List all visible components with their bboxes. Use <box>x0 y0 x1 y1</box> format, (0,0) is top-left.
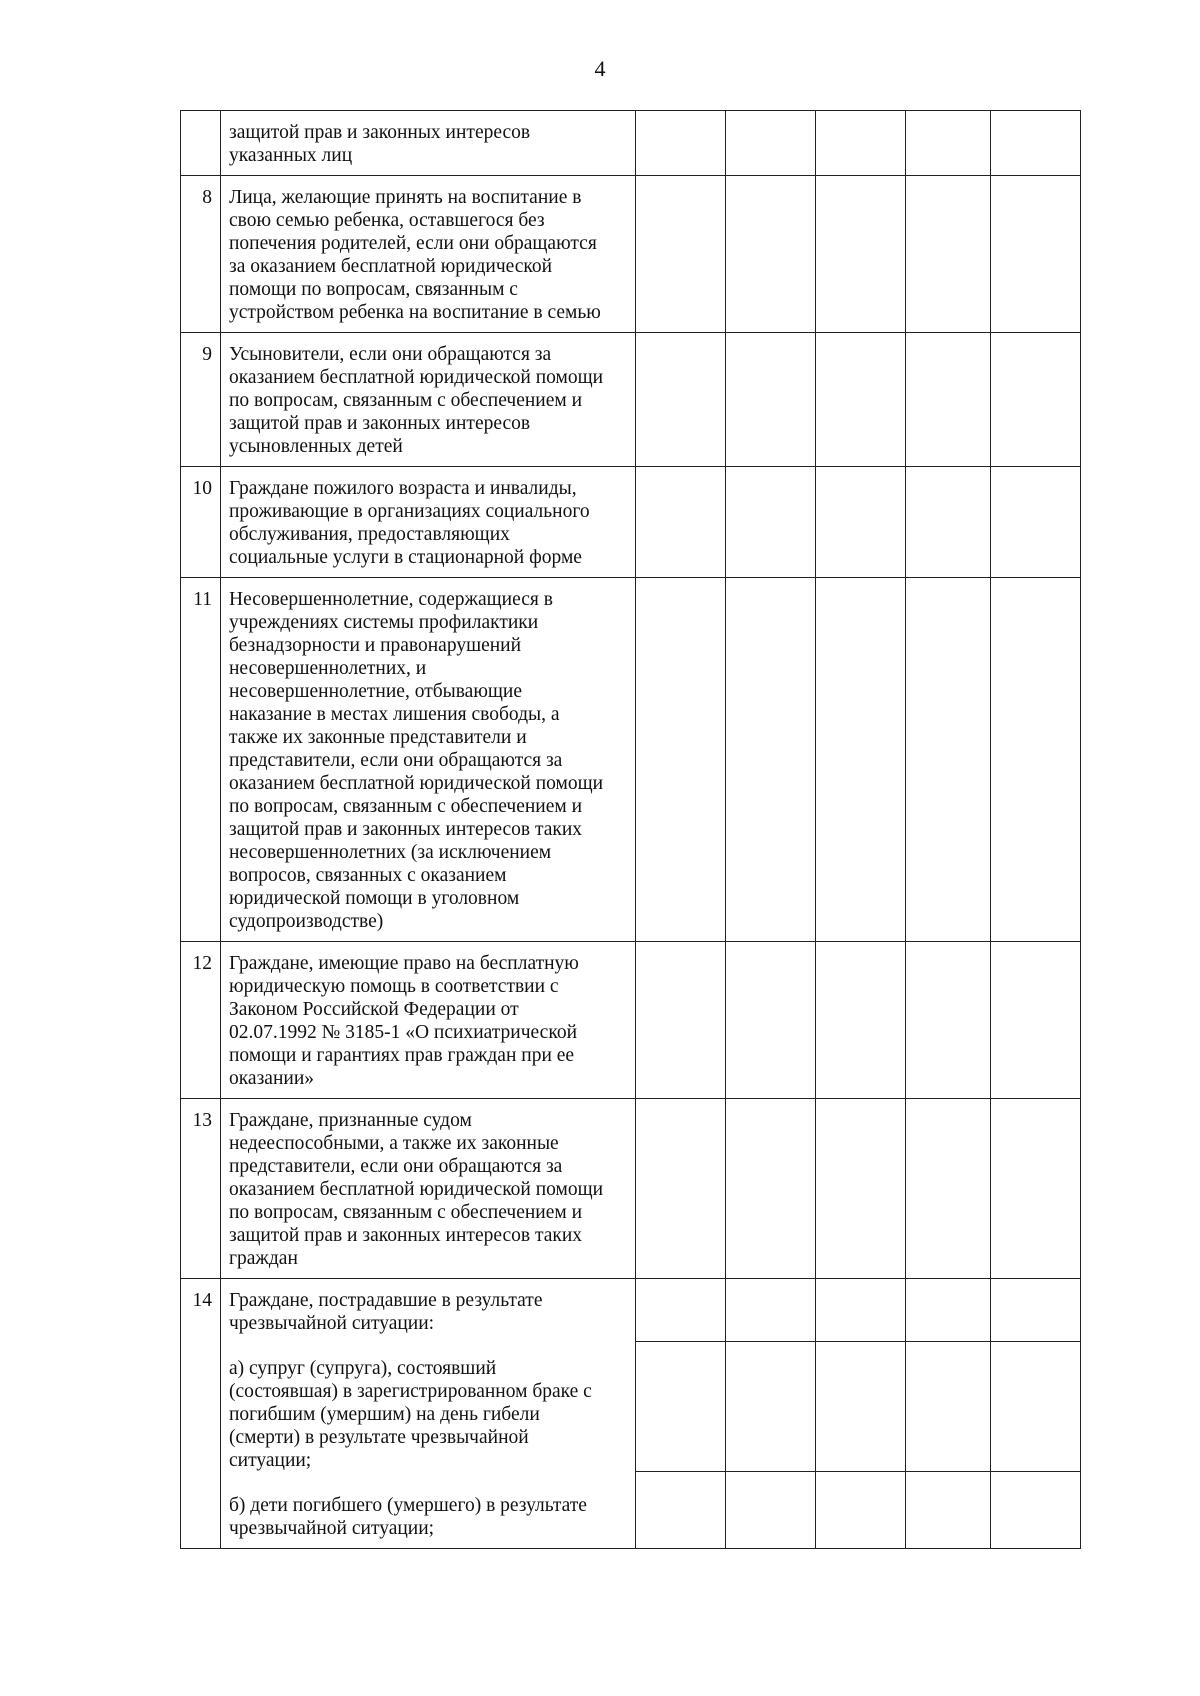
empty-sub-cell <box>726 1279 815 1341</box>
sub-cell-stack <box>726 1279 815 1534</box>
description-line: 02.07.1992 № 3185-1 «О психиатрической <box>229 1022 578 1043</box>
row-number: 13 <box>181 1099 221 1279</box>
empty-sub-cell <box>906 1279 990 1341</box>
empty-sub-cell <box>816 1341 905 1471</box>
description-line: судопроизводстве) <box>229 911 384 932</box>
description-line: по вопросам, связанным с обеспечением и <box>229 796 583 817</box>
empty-cell <box>636 333 726 467</box>
empty-cell <box>906 1099 991 1279</box>
description-line: учреждениях системы профилактики <box>229 612 539 633</box>
description-line: вопросов, связанных с оказанием <box>229 865 507 886</box>
row-description <box>221 1279 636 1549</box>
empty-cell <box>726 1099 816 1279</box>
empty-cell <box>816 467 906 578</box>
description-line: за оказанием бесплатной юридической <box>229 256 553 277</box>
empty-cell <box>816 111 906 176</box>
row-number: 9 <box>181 333 221 467</box>
description-line: представители, если они обращаются за <box>229 1156 563 1177</box>
empty-cell <box>906 111 991 176</box>
empty-cell <box>636 942 726 1099</box>
description-line: оказании» <box>229 1068 314 1089</box>
empty-cell <box>991 467 1081 578</box>
description-line: Граждане, пострадавшие в результате <box>229 1290 543 1311</box>
empty-cell <box>816 1279 906 1549</box>
description-line: усыновленных детей <box>229 436 403 457</box>
description-line: социальные услуги в стационарной форме <box>229 547 582 568</box>
description-line: Лица, желающие принять на воспитание в <box>229 187 582 208</box>
empty-cell <box>906 1279 991 1549</box>
page-number: 4 <box>594 56 606 81</box>
empty-cell <box>726 111 816 176</box>
description-line: по вопросам, связанным с обеспечением и <box>229 1202 583 1223</box>
empty-sub-cell <box>816 1279 905 1341</box>
row-description <box>221 1099 636 1279</box>
empty-cell <box>726 1279 816 1549</box>
empty-cell <box>816 1099 906 1279</box>
empty-cell <box>636 467 726 578</box>
description-line: ситуации; <box>229 1450 312 1471</box>
table-row <box>181 578 1081 942</box>
empty-cell <box>991 111 1081 176</box>
description-line: б) дети погибшего (умершего) в результате <box>229 1495 587 1516</box>
description-line: защитой прав и законных интересов таких <box>229 1225 583 1246</box>
empty-cell <box>816 176 906 333</box>
eligibility-table <box>180 110 1081 1549</box>
description-line: погибшим (умершим) на день гибели <box>229 1404 540 1425</box>
empty-cell <box>726 942 816 1099</box>
empty-sub-cell <box>636 1279 725 1341</box>
description-line: юридическую помощь в соответствии с <box>229 976 559 997</box>
description-subitem <box>229 1289 629 1335</box>
empty-sub-cell <box>636 1471 725 1535</box>
description-line: оказанием бесплатной юридической помощи <box>229 1179 604 1200</box>
description-line: (смерти) в результате чрезвычайной <box>229 1427 529 1448</box>
row-number: 14 <box>181 1279 221 1549</box>
description-line: Граждане, имеющие право на бесплатную <box>229 953 579 974</box>
sub-cell-stack <box>991 1279 1080 1534</box>
empty-cell <box>726 578 816 942</box>
empty-sub-cell <box>726 1471 815 1535</box>
empty-sub-cell <box>991 1279 1080 1341</box>
description-line: Граждане, признанные судом <box>229 1110 472 1131</box>
empty-cell <box>991 1099 1081 1279</box>
empty-cell <box>991 578 1081 942</box>
description-line: защитой прав и законных интересов таких <box>229 819 583 840</box>
description-line: чрезвычайной ситуации: <box>229 1313 435 1334</box>
empty-cell <box>726 467 816 578</box>
description-line: (состоявшая) в зарегистрированном браке с <box>229 1381 592 1402</box>
table-row <box>181 176 1081 333</box>
table-row <box>181 942 1081 1099</box>
empty-cell <box>726 333 816 467</box>
table-row <box>181 1099 1081 1279</box>
empty-cell <box>991 333 1081 467</box>
description-line: а) супруг (супруга), состоявший <box>229 1358 497 1379</box>
empty-cell <box>816 578 906 942</box>
empty-sub-cell <box>726 1341 815 1471</box>
row-number <box>181 111 221 176</box>
row-number: 10 <box>181 467 221 578</box>
table-row <box>181 467 1081 578</box>
empty-cell <box>991 942 1081 1099</box>
description-line: оказанием бесплатной юридической помощи <box>229 773 604 794</box>
empty-cell <box>636 578 726 942</box>
description-line: Граждане пожилого возраста и инвалиды, <box>229 478 577 499</box>
empty-cell <box>636 176 726 333</box>
empty-cell <box>991 176 1081 333</box>
table-row <box>181 111 1081 176</box>
row-number: 11 <box>181 578 221 942</box>
row-description <box>221 942 636 1099</box>
empty-cell <box>636 1099 726 1279</box>
description-line: наказание в местах лишения свободы, а <box>229 704 560 725</box>
description-line: чрезвычайной ситуации; <box>229 1518 435 1539</box>
sub-cell-stack <box>906 1279 990 1534</box>
description-line: Усыновители, если они обращаются за <box>229 344 552 365</box>
description-line: представители, если они обращаются за <box>229 750 563 771</box>
sub-cell-stack <box>636 1279 725 1534</box>
empty-sub-cell <box>906 1341 990 1471</box>
description-subitem <box>229 1494 629 1540</box>
empty-sub-cell <box>816 1471 905 1535</box>
description-line: граждан <box>229 1248 298 1269</box>
empty-cell <box>906 176 991 333</box>
description-line: свою семью ребенка, оставшегося без <box>229 210 545 231</box>
description-line: проживающие в организациях социального <box>229 501 590 522</box>
row-description <box>221 467 636 578</box>
row-description <box>221 111 636 176</box>
row-description <box>221 333 636 467</box>
empty-sub-cell <box>991 1341 1080 1471</box>
description-line: Законом Российской Федерации от <box>229 999 519 1020</box>
empty-sub-cell <box>906 1471 990 1535</box>
description-line: недееспособными, а также их законные <box>229 1133 559 1154</box>
description-line: по вопросам, связанным с обеспечением и <box>229 390 583 411</box>
empty-cell <box>726 176 816 333</box>
description-line: помощи и гарантиях прав граждан при ее <box>229 1045 575 1066</box>
description-line: также их законные представители и <box>229 727 527 748</box>
description-line: несовершеннолетних, и <box>229 658 427 679</box>
empty-cell <box>906 333 991 467</box>
table-row <box>181 333 1081 467</box>
row-description <box>221 176 636 333</box>
description-line: помощи по вопросам, связанным с <box>229 279 518 300</box>
description-line: несовершеннолетние, отбывающие <box>229 681 523 702</box>
empty-sub-cell <box>636 1341 725 1471</box>
table-row <box>181 1279 1081 1549</box>
empty-cell <box>636 1279 726 1549</box>
description-line: защитой прав и законных интересов <box>229 122 531 143</box>
description-line: Несовершеннолетние, содержащиеся в <box>229 589 553 610</box>
sub-cell-stack <box>816 1279 905 1534</box>
description-subitem <box>229 1357 629 1472</box>
empty-cell <box>816 942 906 1099</box>
description-line: юридической помощи в уголовном <box>229 888 520 909</box>
empty-cell <box>816 333 906 467</box>
description-line: защитой прав и законных интересов <box>229 413 531 434</box>
description-line: несовершеннолетних (за исключением <box>229 842 552 863</box>
empty-cell <box>991 1279 1081 1549</box>
description-line: безнадзорности и правонарушений <box>229 635 522 656</box>
empty-cell <box>906 578 991 942</box>
empty-sub-cell <box>991 1471 1080 1535</box>
empty-cell <box>906 467 991 578</box>
row-number: 8 <box>181 176 221 333</box>
description-line: обслуживания, предоставляющих <box>229 524 510 545</box>
empty-cell <box>636 111 726 176</box>
description-line: указанных лиц <box>229 145 353 166</box>
description-line: устройством ребенка на воспитание в семью <box>229 302 601 323</box>
empty-cell <box>906 942 991 1099</box>
row-number: 12 <box>181 942 221 1099</box>
description-line: попечения родителей, если они обращаются <box>229 233 597 254</box>
row-description <box>221 578 636 942</box>
description-line: оказанием бесплатной юридической помощи <box>229 367 604 388</box>
